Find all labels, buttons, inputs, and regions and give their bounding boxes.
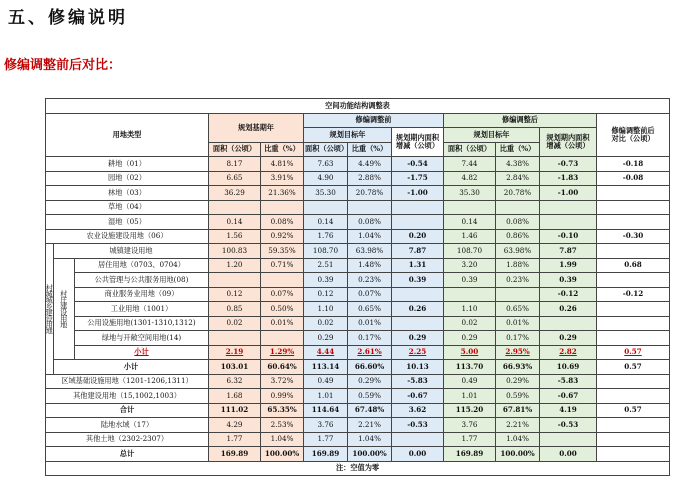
header-after-target-year: 规划目标年	[444, 128, 540, 143]
table-row	[46, 345, 670, 360]
cell-base-ratio: 0.08%	[261, 215, 304, 230]
cell-post-ratio: 100.00%	[496, 447, 540, 462]
header-compare: 修编调整前后 对比（公顷）	[597, 113, 670, 157]
cell-base-area: 111.02	[209, 403, 261, 418]
cell-pre-change: -0.53	[392, 418, 444, 433]
cell-compare: -0.08	[597, 171, 670, 186]
cell-compare: 0.57	[597, 360, 670, 375]
cell-compare	[597, 374, 670, 389]
cell-post-area: 0.02	[444, 316, 496, 331]
cell-pre-change	[392, 215, 444, 230]
row-label: 耕地（01）	[46, 157, 209, 172]
cell-post-area: 0.49	[444, 374, 496, 389]
table-row	[46, 432, 670, 447]
row-label: 绿地与开敞空间用地(14)	[75, 331, 209, 346]
cell-pre-ratio: 1.04%	[348, 432, 392, 447]
cell-pre-change: 0.26	[392, 302, 444, 317]
cell-post-change: -0.12	[540, 287, 597, 302]
cell-base-area: 6.65	[209, 171, 261, 186]
cell-post-area: 115.20	[444, 403, 496, 418]
cell-pre-ratio: 63.98%	[348, 244, 392, 259]
row-label: 合计	[46, 403, 209, 418]
cell-pre-ratio: 100.00%	[348, 447, 392, 462]
cell-pre-change: 0.39	[392, 273, 444, 288]
cell-post-area: 35.30	[444, 186, 496, 201]
cell-base-ratio: 0.01%	[261, 316, 304, 331]
cell-post-change: -1.00	[540, 186, 597, 201]
space-function-table	[45, 98, 670, 476]
row-label: 湿地（05）	[46, 215, 209, 230]
header-base-area: 面积（公顷）	[209, 142, 261, 157]
table-row	[46, 273, 670, 288]
cell-base-ratio: 65.35%	[261, 403, 304, 418]
cell-pre-ratio: 20.78%	[348, 186, 392, 201]
cell-compare	[597, 331, 670, 346]
cell-base-ratio	[261, 273, 304, 288]
table-row	[46, 302, 670, 317]
cell-base-area	[209, 273, 261, 288]
row-label: 草地（04）	[46, 200, 209, 215]
cell-base-area	[209, 331, 261, 346]
cell-post-ratio: 0.01%	[496, 316, 540, 331]
table-row	[46, 229, 670, 244]
sub-heading: 修编调整前后对比：	[4, 58, 122, 73]
cell-pre-area: 108.70	[304, 244, 348, 259]
cell-post-area: 169.89	[444, 447, 496, 462]
table-row	[46, 157, 670, 172]
cell-pre-change: -5.83	[392, 374, 444, 389]
cell-pre-ratio: 67.48%	[348, 403, 392, 418]
cell-pre-change: 0.29	[392, 331, 444, 346]
cell-post-area: 3.20	[444, 258, 496, 273]
cell-post-change: 0.26	[540, 302, 597, 317]
cell-post-change	[540, 200, 597, 215]
table-row	[46, 389, 670, 404]
cell-pre-ratio: 2.21%	[348, 418, 392, 433]
table-row	[46, 360, 670, 375]
cell-post-change: -0.53	[540, 418, 597, 433]
cell-post-ratio: 66.93%	[496, 360, 540, 375]
row-label: 城镇建设用地	[54, 244, 209, 259]
cell-post-area: 1.10	[444, 302, 496, 317]
cell-pre-ratio: 0.29%	[348, 374, 392, 389]
row-label: 小计	[75, 345, 209, 360]
cell-post-change: 10.69	[540, 360, 597, 375]
cell-pre-change: -1.75	[392, 171, 444, 186]
cell-pre-change: -0.67	[392, 389, 444, 404]
cell-base-ratio	[261, 331, 304, 346]
cell-pre-change: 0.00	[392, 447, 444, 462]
cell-base-area: 6.32	[209, 374, 261, 389]
cell-base-area: 4.29	[209, 418, 261, 433]
cell-pre-area: 1.76	[304, 229, 348, 244]
cell-post-ratio: 63.98%	[496, 244, 540, 259]
note-row	[46, 461, 670, 476]
table-row	[46, 316, 670, 331]
cell-post-ratio: 4.38%	[496, 157, 540, 172]
cell-pre-change: 10.13	[392, 360, 444, 375]
table-row	[46, 287, 670, 302]
cell-post-area: 1.01	[444, 389, 496, 404]
table-row	[46, 418, 670, 433]
cell-pre-ratio: 0.59%	[348, 389, 392, 404]
table-note: 注：空值为零	[46, 461, 670, 476]
cell-post-area: 7.44	[444, 157, 496, 172]
cell-post-ratio: 1.88%	[496, 258, 540, 273]
cell-base-ratio: 60.64%	[261, 360, 304, 375]
cell-base-area: 0.14	[209, 215, 261, 230]
table-row	[46, 331, 670, 346]
table-row	[46, 200, 670, 215]
cell-compare	[597, 244, 670, 259]
cell-pre-area: 169.89	[304, 447, 348, 462]
cell-base-area: 36.29	[209, 186, 261, 201]
cell-pre-change	[392, 316, 444, 331]
cell-post-area: 5.00	[444, 345, 496, 360]
cell-pre-area: 2.51	[304, 258, 348, 273]
cell-base-ratio: 3.72%	[261, 374, 304, 389]
header-after-change: 规划期内面积 增减（公顷）	[540, 128, 597, 157]
cell-post-area: 0.14	[444, 215, 496, 230]
cell-post-ratio: 2.95%	[496, 345, 540, 360]
header-before-change: 规划期内面积 增减（公顷）	[392, 128, 444, 157]
cell-base-ratio: 4.81%	[261, 157, 304, 172]
cell-pre-area: 114.64	[304, 403, 348, 418]
cell-pre-area: 3.76	[304, 418, 348, 433]
cell-post-ratio: 0.86%	[496, 229, 540, 244]
cell-base-ratio: 21.36%	[261, 186, 304, 201]
cell-pre-area: 0.39	[304, 273, 348, 288]
cell-pre-ratio: 1.48%	[348, 258, 392, 273]
cell-base-area: 169.89	[209, 447, 261, 462]
cell-pre-change: 7.87	[392, 244, 444, 259]
header-before: 修编调整前	[304, 113, 444, 128]
cell-base-area: 1.20	[209, 258, 261, 273]
cell-pre-area: 1.10	[304, 302, 348, 317]
cell-pre-ratio: 0.17%	[348, 331, 392, 346]
cell-post-ratio: 0.59%	[496, 389, 540, 404]
row-label: 总计	[46, 447, 209, 462]
cell-post-ratio: 2.21%	[496, 418, 540, 433]
cell-base-ratio: 0.92%	[261, 229, 304, 244]
cell-post-change: 0.00	[540, 447, 597, 462]
group-label-urban-rural: 村城城乡建设用地	[46, 244, 54, 375]
cell-post-change: 0.29	[540, 331, 597, 346]
cell-post-area: 3.76	[444, 418, 496, 433]
cell-base-ratio: 59.35%	[261, 244, 304, 259]
cell-compare: -0.18	[597, 157, 670, 172]
row-label: 其他建设用地（15,1002,1003）	[46, 389, 209, 404]
cell-pre-area: 7.63	[304, 157, 348, 172]
cell-post-change: -0.73	[540, 157, 597, 172]
table-row	[46, 186, 670, 201]
cell-post-ratio: 0.08%	[496, 215, 540, 230]
cell-post-area: 1.77	[444, 432, 496, 447]
row-label: 公用设施用地(1301-1310,1312)	[75, 316, 209, 331]
cell-post-area: 0.29	[444, 331, 496, 346]
cell-post-ratio: 0.23%	[496, 273, 540, 288]
cell-compare: 0.68	[597, 258, 670, 273]
cell-pre-area	[304, 200, 348, 215]
cell-pre-area: 4.44	[304, 345, 348, 360]
cell-post-ratio	[496, 287, 540, 302]
cell-post-change: 1.99	[540, 258, 597, 273]
cell-post-ratio: 0.65%	[496, 302, 540, 317]
cell-pre-area: 0.12	[304, 287, 348, 302]
cell-base-ratio: 0.71%	[261, 258, 304, 273]
cell-post-change: -5.83	[540, 374, 597, 389]
table-row	[46, 447, 670, 462]
table-title: 空间功能结构调整表	[46, 99, 670, 114]
cell-base-ratio: 0.50%	[261, 302, 304, 317]
cell-post-change: -0.67	[540, 389, 597, 404]
cell-post-area: 4.82	[444, 171, 496, 186]
cell-base-area: 103.01	[209, 360, 261, 375]
header-post-ratio: 比重（%）	[496, 142, 540, 157]
cell-pre-ratio: 2.61%	[348, 345, 392, 360]
cell-pre-change: 0.20	[392, 229, 444, 244]
cell-post-ratio: 67.81%	[496, 403, 540, 418]
cell-compare	[597, 432, 670, 447]
cell-pre-change	[392, 200, 444, 215]
cell-pre-change: 3.62	[392, 403, 444, 418]
header-row-1	[46, 113, 670, 128]
cell-pre-area: 4.90	[304, 171, 348, 186]
header-land-type: 用地类型	[46, 113, 209, 157]
cell-compare: -0.12	[597, 287, 670, 302]
cell-pre-ratio: 2.88%	[348, 171, 392, 186]
row-label: 商业服务业用地（09）	[75, 287, 209, 302]
cell-pre-change	[392, 432, 444, 447]
table-row	[46, 374, 670, 389]
table-row	[46, 403, 670, 418]
row-label: 公共管理与公共服务用地(08)	[75, 273, 209, 288]
cell-pre-ratio: 0.01%	[348, 316, 392, 331]
cell-pre-ratio: 1.04%	[348, 229, 392, 244]
cell-pre-area: 1.77	[304, 432, 348, 447]
cell-base-area: 8.17	[209, 157, 261, 172]
header-base-year: 规划基期年	[209, 113, 304, 142]
table-row	[46, 171, 670, 186]
cell-pre-change: 1.31	[392, 258, 444, 273]
cell-pre-ratio: 0.23%	[348, 273, 392, 288]
cell-pre-area: 113.14	[304, 360, 348, 375]
cell-pre-change: -0.54	[392, 157, 444, 172]
row-label: 区域基础设施用地（1201-1206,1311）	[46, 374, 209, 389]
cell-pre-ratio: 66.60%	[348, 360, 392, 375]
cell-pre-area: 0.49	[304, 374, 348, 389]
cell-compare: 0.57	[597, 345, 670, 360]
cell-pre-ratio: 4.49%	[348, 157, 392, 172]
cell-compare	[597, 200, 670, 215]
table-title-row	[46, 99, 670, 114]
cell-base-area: 1.68	[209, 389, 261, 404]
cell-post-change: 2.82	[540, 345, 597, 360]
cell-post-change: -0.10	[540, 229, 597, 244]
cell-pre-ratio	[348, 200, 392, 215]
cell-base-ratio	[261, 200, 304, 215]
cell-post-ratio	[496, 200, 540, 215]
cell-post-ratio: 20.78%	[496, 186, 540, 201]
header-after: 修编调整后	[444, 113, 597, 128]
cell-compare	[597, 316, 670, 331]
row-label: 工业用地（1001）	[75, 302, 209, 317]
header-pre-ratio: 比重（%）	[348, 142, 392, 157]
header-post-area: 面积（公顷）	[444, 142, 496, 157]
row-label: 小计	[54, 360, 209, 375]
cell-pre-ratio: 0.08%	[348, 215, 392, 230]
group-label-village: 村庄建设用地	[54, 258, 75, 360]
cell-post-change: 4.19	[540, 403, 597, 418]
cell-post-ratio: 0.29%	[496, 374, 540, 389]
table-row	[46, 215, 670, 230]
cell-pre-change: 2.25	[392, 345, 444, 360]
cell-base-ratio: 0.07%	[261, 287, 304, 302]
section-heading: 五、修编说明	[8, 8, 128, 28]
cell-base-area: 1.56	[209, 229, 261, 244]
table-row	[46, 244, 670, 259]
cell-post-area: 108.70	[444, 244, 496, 259]
row-label: 其他土地（2302-2307）	[46, 432, 209, 447]
cell-post-area: 0.39	[444, 273, 496, 288]
cell-post-area: 1.46	[444, 229, 496, 244]
header-base-ratio: 比重（%）	[261, 142, 304, 157]
cell-compare: -0.30	[597, 229, 670, 244]
cell-base-ratio: 1.04%	[261, 432, 304, 447]
cell-base-ratio: 2.53%	[261, 418, 304, 433]
cell-compare	[597, 302, 670, 317]
cell-base-ratio: 3.91%	[261, 171, 304, 186]
cell-pre-area: 0.14	[304, 215, 348, 230]
cell-pre-ratio: 0.07%	[348, 287, 392, 302]
cell-base-area: 0.02	[209, 316, 261, 331]
row-label: 居住用地（0703、0704）	[75, 258, 209, 273]
cell-compare	[597, 418, 670, 433]
cell-base-ratio: 100.00%	[261, 447, 304, 462]
row-label: 园地（02）	[46, 171, 209, 186]
cell-post-ratio: 2.84%	[496, 171, 540, 186]
cell-post-area	[444, 200, 496, 215]
cell-compare: 0.57	[597, 403, 670, 418]
cell-compare	[597, 389, 670, 404]
cell-post-change	[540, 316, 597, 331]
cell-post-change	[540, 215, 597, 230]
table-row	[46, 258, 670, 273]
row-label: 陆地水域（17）	[46, 418, 209, 433]
cell-base-area	[209, 200, 261, 215]
cell-base-area: 0.12	[209, 287, 261, 302]
cell-post-change: -1.83	[540, 171, 597, 186]
cell-post-ratio: 1.04%	[496, 432, 540, 447]
cell-pre-area: 0.02	[304, 316, 348, 331]
cell-compare	[597, 447, 670, 462]
row-label: 林地（03）	[46, 186, 209, 201]
cell-compare	[597, 186, 670, 201]
cell-post-area	[444, 287, 496, 302]
cell-base-area: 1.77	[209, 432, 261, 447]
cell-base-ratio: 0.99%	[261, 389, 304, 404]
header-before-target-year: 规划目标年	[304, 128, 392, 143]
cell-compare	[597, 215, 670, 230]
cell-pre-area: 35.30	[304, 186, 348, 201]
cell-post-area: 113.70	[444, 360, 496, 375]
cell-post-change	[540, 432, 597, 447]
cell-post-change: 7.87	[540, 244, 597, 259]
cell-base-ratio: 1.29%	[261, 345, 304, 360]
cell-pre-area: 0.29	[304, 331, 348, 346]
cell-base-area: 100.83	[209, 244, 261, 259]
cell-post-change: 0.39	[540, 273, 597, 288]
cell-compare	[597, 273, 670, 288]
cell-post-ratio: 0.17%	[496, 331, 540, 346]
cell-base-area: 0.85	[209, 302, 261, 317]
cell-pre-change: -1.00	[392, 186, 444, 201]
cell-pre-area: 1.01	[304, 389, 348, 404]
row-label: 农业设施建设用地（06）	[46, 229, 209, 244]
cell-pre-change	[392, 287, 444, 302]
cell-base-area: 2.19	[209, 345, 261, 360]
cell-pre-ratio: 0.65%	[348, 302, 392, 317]
header-pre-area: 面积（公顷）	[304, 142, 348, 157]
